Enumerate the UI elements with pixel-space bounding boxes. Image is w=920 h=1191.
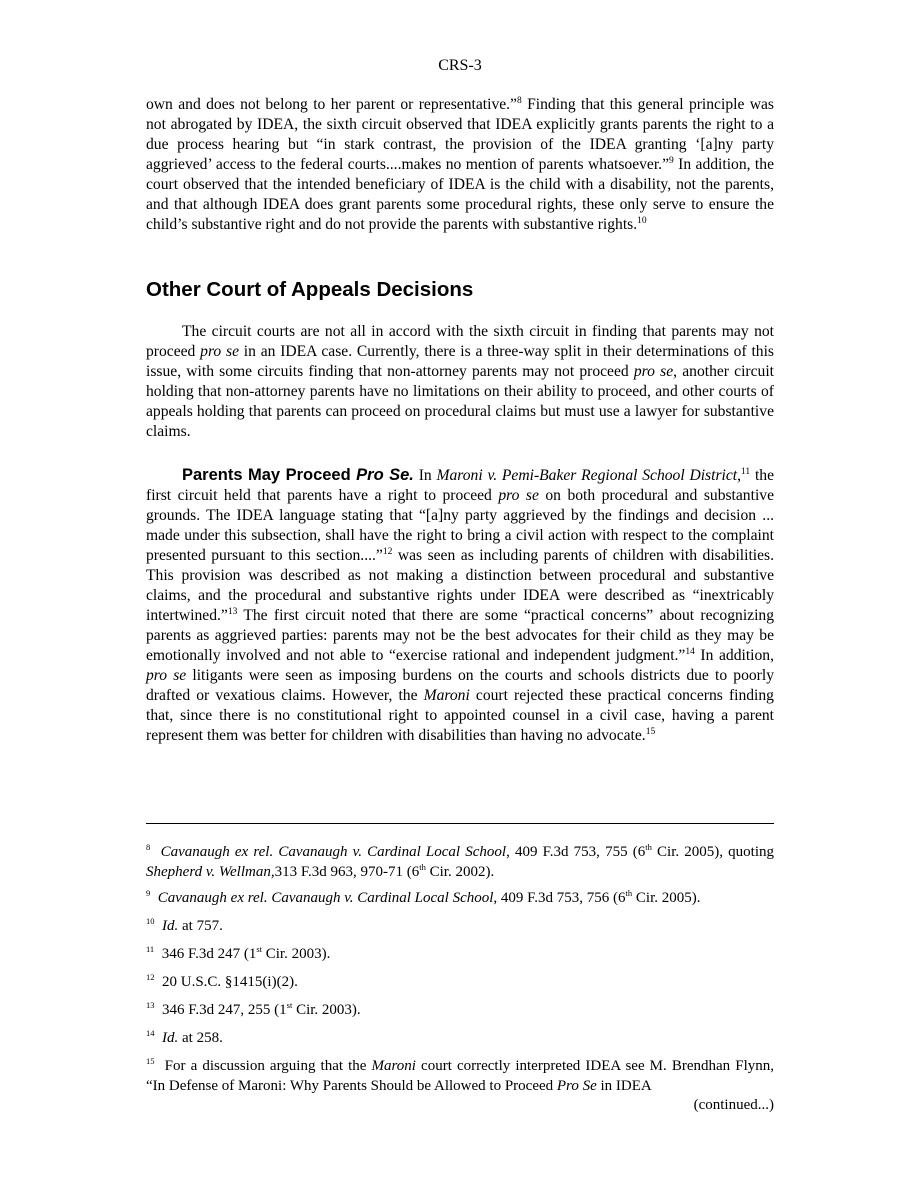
para3-text-6: The first circuit noted that there are some “practical concerns” about recognizing parents as aggrieved parties: parents may not be the best advocates for their child as they may be emotionally involved and not able to “exercise rational and independent judgment.” bbox=[146, 607, 774, 664]
footnote-8-italic-2: Shepherd v. Wellman, bbox=[146, 863, 275, 880]
footnote-8-text-1: , 409 F.3d 753, 755 (6 bbox=[506, 844, 646, 860]
footnote-12-text-1: 20 U.S.C. §1415(i)(2). bbox=[162, 974, 298, 990]
footnote-13-text-1: 346 F.3d 247, 255 (1 bbox=[162, 1002, 287, 1018]
para3-text-4: on both procedural and substantive grounds. The IDEA language stating that “[a]ny party aggrieved by the findings and decision ... made under this subsection, shall have the right to bring a civil action with respect to the complaint presented pursuant to this section....” bbox=[146, 487, 774, 564]
footnote-ref-12[interactable]: 12 bbox=[382, 546, 393, 557]
footnote-8-text-2: Cir. 2005), quoting bbox=[651, 844, 774, 860]
footnote-14 bbox=[146, 1029, 774, 1049]
para1-text-2: Finding that this general principle was not abrogated by IDEA, the sixth circuit observed that IDEA explicitly grants parents the right to a due process hearing but “in stark contrast, the provision of the IDEA granting ‘[a]ny party aggrieved’ access to the federal courts....makes no mention of parents whatsoever.” bbox=[146, 96, 774, 173]
footnote-12 bbox=[146, 973, 774, 993]
footnote-11-text-2: Cir. 2003). bbox=[262, 946, 331, 962]
footnote-8-sup-2: th bbox=[419, 861, 426, 872]
footnote-12-number: 12 bbox=[146, 972, 155, 982]
footnote-15-italic-1: Maroni bbox=[371, 1058, 416, 1074]
footnote-8-text-3: 313 F.3d 963, 970-71 (6 bbox=[274, 863, 420, 880]
footnote-10-italic-1: Id. bbox=[162, 918, 179, 934]
footnote-ref-11[interactable]: 11 bbox=[741, 466, 751, 477]
footnote-10-text-1: at 757. bbox=[178, 918, 223, 934]
footnote-8-italic-1: Cavanaugh ex rel. Cavanaugh v. Cardinal Local School bbox=[160, 844, 507, 860]
section-heading: Other Court of Appeals Decisions bbox=[146, 278, 474, 301]
footnote-ref-10[interactable]: 10 bbox=[637, 215, 647, 226]
para3-italic-3: pro se bbox=[146, 667, 187, 684]
body-paragraph-2 bbox=[146, 322, 774, 442]
continued-note: (continued...) bbox=[693, 1097, 774, 1113]
footnote-9-italic-1: Cavanaugh ex rel. Cavanaugh v. Cardinal Local School bbox=[157, 890, 494, 906]
footnote-10 bbox=[146, 917, 774, 937]
footnote-13-sup-1: st bbox=[286, 1000, 293, 1010]
footnote-15 bbox=[146, 1057, 774, 1096]
subheading-italic: Pro Se. bbox=[356, 466, 414, 484]
footnote-ref-15[interactable]: 15 bbox=[645, 726, 656, 737]
para3-italic-2: pro se bbox=[498, 487, 539, 504]
footnote-8 bbox=[146, 843, 774, 882]
footnote-9-text-1: , 409 F.3d 753, 756 (6 bbox=[493, 890, 626, 906]
body-paragraph-1 bbox=[146, 95, 774, 235]
footnote-11-sup-1: st bbox=[256, 944, 262, 954]
footnote-9 bbox=[146, 889, 774, 909]
footnote-15-text-1: For a discussion arguing that the bbox=[164, 1058, 372, 1074]
footnote-9-text-2: Cir. 2005). bbox=[632, 890, 701, 906]
page-header: CRS-3 bbox=[438, 57, 482, 74]
para2-text-3: , another circuit holding that non-attorney parents have no limitations on their ability to proceed, and other courts of appeals holding that parents can proceed on procedural claims but must use a lawyer for substantive claims. bbox=[146, 363, 774, 440]
para3-text-8: litigants were seen as imposing burdens on the courts and schools districts due to poorly drafted or vexatious claims. However, the bbox=[146, 667, 774, 704]
footnote-11-text-1: 346 F.3d 247 (1 bbox=[161, 946, 257, 962]
para3-text-9: court rejected these practical concerns finding that, since there is no constitutional right to appointed counsel in a civil case, having a parent represent them was better for children with disabilities than having no advocate. bbox=[146, 687, 774, 744]
footnote-11 bbox=[146, 945, 774, 965]
para3-text-7: In addition, bbox=[694, 647, 774, 664]
para3-italic-4: Maroni bbox=[423, 687, 470, 704]
para2-italic-1: pro se bbox=[200, 343, 239, 360]
subheading-text: Parents May Proceed bbox=[182, 466, 357, 484]
footnote-ref-8[interactable]: 8 bbox=[516, 95, 522, 106]
footnote-9-sup-1: th bbox=[625, 888, 633, 898]
para1-text-3: In addition, the court observed that the intended beneficiary of IDEA is the child with a disability, not the parents, and that although IDEA does grant parents some procedural rights, these only serve to ensure the child’s substantive right and do not provide the parents with substantive rights. bbox=[146, 156, 774, 233]
para2-text-1: The circuit courts are not all in accord with the sixth circuit in finding that parents may not proceed bbox=[146, 323, 774, 360]
footnote-10-number: 10 bbox=[146, 916, 155, 926]
footnote-14-italic-1: Id. bbox=[162, 1030, 179, 1046]
footnote-separator bbox=[146, 823, 774, 824]
para2-italic-2: pro se bbox=[633, 363, 674, 380]
footnote-13-text-2: Cir. 2003). bbox=[292, 1002, 361, 1018]
subheading-run-in bbox=[182, 466, 414, 484]
footnote-8-text-4: Cir. 2002). bbox=[425, 863, 495, 880]
footnote-13 bbox=[146, 1001, 774, 1021]
footnote-8-sup-1: th bbox=[645, 842, 652, 852]
para3-text-2: , bbox=[737, 467, 742, 484]
para1-text-1: own and does not belong to her parent or representative.” bbox=[146, 96, 517, 113]
para3-text-5: was seen as including parents of children with disabilities. This provision was described as not making a distinction between procedural and substantive claims, and the procedural and substantive rights under IDEA were described as “inextricably intertwined.” bbox=[146, 547, 774, 624]
footnote-ref-14[interactable]: 14 bbox=[685, 646, 695, 657]
para3-text-3: the first circuit held that parents have a right to proceed bbox=[146, 467, 775, 504]
footnote-9-number: 9 bbox=[146, 888, 151, 898]
body-paragraph-3 bbox=[146, 465, 774, 746]
footnote-15-text-3: in IDEA bbox=[596, 1077, 652, 1094]
para3-italic-1: Maroni v. Pemi-Baker Regional School District bbox=[436, 467, 738, 484]
para3-text-1: In bbox=[413, 467, 437, 484]
footnote-14-text-1: at 258. bbox=[178, 1030, 223, 1046]
footnote-8-number: 8 bbox=[146, 842, 151, 852]
footnote-ref-13[interactable]: 13 bbox=[227, 606, 238, 617]
footnote-15-text-2: court correctly interpreted IDEA see M. Brendhan Flynn, “In Defense of Maroni: Why Parents Should be Allowed to Proceed bbox=[146, 1058, 774, 1094]
footnote-14-number: 14 bbox=[146, 1028, 155, 1038]
footnote-15-italic-2: Pro Se bbox=[556, 1077, 597, 1094]
footnote-ref-9[interactable]: 9 bbox=[669, 155, 674, 166]
footnote-13-number: 13 bbox=[146, 1000, 155, 1010]
para2-text-2: in an IDEA case. Currently, there is a three-way split in their determinations of this issue, with some circuits finding that non-attorney parents may not proceed bbox=[146, 343, 774, 380]
footnote-15-number: 15 bbox=[146, 1056, 155, 1066]
footnote-11-number: 11 bbox=[146, 944, 155, 954]
